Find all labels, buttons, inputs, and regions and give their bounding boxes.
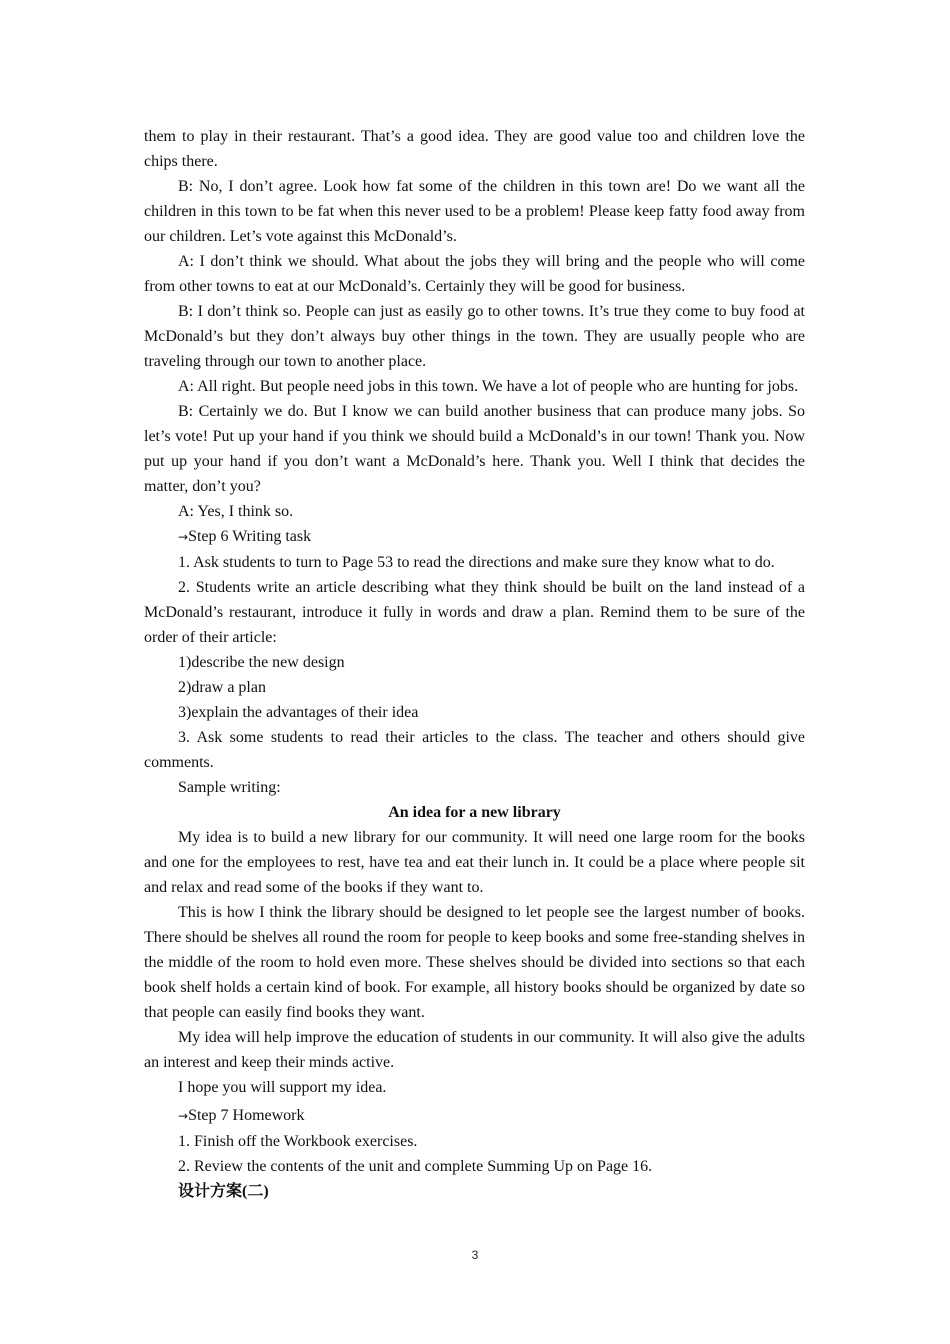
step-6-subitem: 2)draw a plan	[178, 679, 266, 696]
dialogue-paragraph: them to play in their restaurant. That’s a good idea. They are good value too and children love the chips there.	[144, 128, 805, 170]
page-number: 3	[471, 1248, 479, 1262]
dialogue-paragraph: A: All right. But people need jobs in this town. We have a lot of people who are hunting for jobs.	[178, 378, 799, 395]
dialogue-paragraph: A: I don’t think we should. What about the jobs they will bring and the people who will come from other towns to eat at our McDonald’s. Certainly they will be good for business.	[144, 253, 805, 295]
step-6-subitem: 1)describe the new design	[178, 654, 345, 671]
sample-title: An idea for a new library	[388, 804, 561, 821]
arrow-icon: →	[178, 1109, 189, 1123]
step-7-label: Step 7 Homework	[188, 1107, 305, 1124]
arrow-icon: →	[178, 530, 189, 544]
dialogue-paragraph: B: No, I don’t agree. Look how fat some of the children in this town are! Do we want all the children in this town to be fat when this never used to be a problem! Please keep fatty food away from our children. Let’s vote against this McDonald’s.	[144, 178, 805, 245]
step-6-label: Step 6 Writing task	[188, 528, 312, 545]
dialogue-paragraph: B: I don’t think so. People can just as easily go to other towns. It’s true they come to buy food at McDonald’s but they don’t always buy other things in the town. They are usually people who are traveling through our town to another place.	[144, 303, 805, 370]
step-6-item: 3. Ask some students to read their articles to the class. The teacher and others should give comments.	[144, 729, 805, 771]
step-6-item: 1. Ask students to turn to Page 53 to read the directions and make sure they know what to do.	[178, 554, 775, 571]
step-6-heading	[144, 524, 805, 550]
step-6-subitem: 3)explain the advantages of their idea	[178, 704, 419, 721]
sample-paragraph: I hope you will support my idea.	[178, 1079, 387, 1096]
dialogue-paragraph: B: Certainly we do. But I know we can build another business that can produce many jobs. So let’s vote! Put up your hand if you think we should build a McDonald’s in our town! Thank you. Now put up your hand if you don’t want a McDonald’s here. Thank you. Well I think that decides the matter, don’t you?	[144, 403, 805, 495]
sample-paragraph: My idea will help improve the education of students in our community. It will also give the adults an interest and keep their minds active.	[144, 1029, 805, 1071]
step-7-heading	[144, 1103, 805, 1129]
dialogue-paragraph: A: Yes, I think so.	[178, 503, 294, 520]
step-7-item: 2. Review the contents of the unit and complete Summing Up on Page 16.	[178, 1158, 653, 1175]
document-body	[144, 124, 805, 1204]
sample-paragraph: This is how I think the library should be designed to let people see the largest number of books. There should be shelves all round the room for people to keep books and some free-standing shelves in the middle of the room to hold even more. These shelves should be divided into sections so that each book shelf holds a certain kind of book. For example, all history books should be organized by date so that people can easily find books they want.	[144, 904, 805, 1021]
sample-writing-label: Sample writing:	[178, 779, 281, 796]
sample-paragraph: My idea is to build a new library for our community. It will need one large room for the books and one for the employees to rest, have tea and eat their lunch in. It could be a place where people sit and relax and read some of the books if they want to.	[144, 829, 805, 896]
section-heading: 设计方案(二)	[178, 1183, 269, 1200]
step-6-item: 2. Students write an article describing what they think should be built on the land instead of a McDonald’s restaurant, introduce it fully in words and draw a plan. Remind them to be sure of the order of their article:	[144, 579, 805, 646]
step-7-item: 1. Finish off the Workbook exercises.	[178, 1133, 418, 1150]
